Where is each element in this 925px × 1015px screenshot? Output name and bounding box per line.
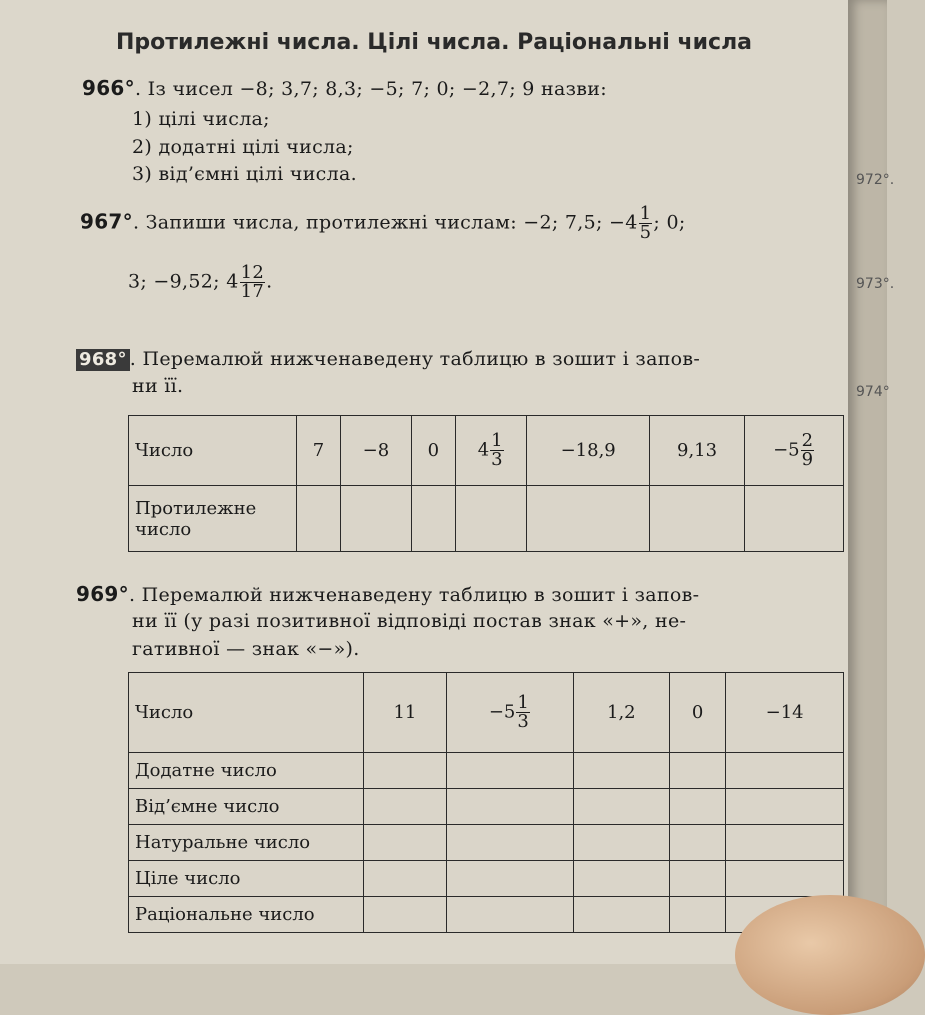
empty-cell — [364, 897, 447, 933]
table-cell: −14 — [726, 673, 844, 753]
empty-cell — [573, 753, 669, 789]
fraction-numerator: 12 — [240, 262, 265, 283]
empty-cell — [446, 825, 573, 861]
exercise-966-number: 966° — [82, 76, 135, 100]
table-row — [129, 416, 844, 486]
fraction-numerator: 1 — [491, 430, 503, 451]
margin-number: 973°. — [856, 276, 895, 292]
table-cell-mixed-4-1-3 — [455, 416, 527, 486]
exercise-969-line-1 — [76, 582, 699, 606]
table-cell: 0 — [411, 416, 455, 486]
empty-cell — [455, 486, 527, 552]
exercise-968-line-1 — [76, 348, 700, 371]
fraction-numerator: 1 — [517, 692, 529, 713]
empty-cell — [364, 825, 447, 861]
exercise-967-line-2 — [128, 264, 272, 301]
table-968 — [128, 415, 844, 552]
exercise-968-number: 968° — [76, 349, 130, 371]
empty-cell — [573, 861, 669, 897]
exercise-967-text-c: 3; −9,52; 4 — [128, 270, 239, 293]
empty-cell — [726, 825, 844, 861]
exercise-966-item-1: 1) цілі числа; — [132, 108, 270, 130]
exercise-969-text-3: гативної — знак «−»). — [132, 638, 360, 660]
empty-cell — [364, 753, 447, 789]
empty-cell — [669, 789, 725, 825]
table-row — [129, 753, 844, 789]
fraction-denominator: 9 — [801, 449, 814, 470]
exercise-967-text-d: . — [266, 270, 273, 293]
empty-cell — [669, 753, 725, 789]
row-label: Ціле число — [129, 861, 364, 897]
fraction-numerator: 1 — [639, 203, 652, 224]
table-969 — [128, 672, 844, 933]
table-cell: 1,2 — [573, 673, 669, 753]
fraction-denominator: 17 — [240, 281, 265, 302]
table-row — [129, 486, 844, 552]
exercise-968-text-1: . Перемалюй нижченаведену таблицю в зошит і запов- — [129, 348, 701, 370]
table-row — [129, 897, 844, 933]
exercise-968-text-2: ни її. — [132, 375, 184, 397]
exercise-967-number: 967° — [80, 209, 133, 234]
adjacent-page-edge — [848, 0, 895, 964]
table-cell-mixed-5-1-3 — [446, 673, 573, 753]
fraction-1-3 — [516, 694, 529, 731]
empty-cell — [726, 789, 844, 825]
empty-cell — [364, 861, 447, 897]
exercise-966-item-3: 3) від’ємні цілі числа. — [132, 163, 357, 185]
exercise-966 — [82, 76, 607, 100]
fraction-denominator: 5 — [639, 222, 652, 243]
empty-cell — [340, 486, 411, 552]
row-label-number: Число — [129, 416, 297, 486]
row-label: Додатне число — [129, 753, 364, 789]
exercise-967-line-1 — [80, 205, 686, 242]
empty-cell — [669, 861, 725, 897]
table-row — [129, 825, 844, 861]
table-cell: 7 — [297, 416, 341, 486]
mixed-whole: 4 — [477, 439, 490, 461]
table-row — [129, 789, 844, 825]
exercise-969-text-2: ни її (у разі позитивної відповіді постав знак «+», не- — [132, 610, 687, 632]
section-title: Протилежні числа. Цілі числа. Раціональні числа — [116, 30, 753, 55]
empty-cell — [297, 486, 341, 552]
empty-cell — [446, 897, 573, 933]
row-label-number: Число — [129, 673, 364, 753]
fraction-12-17 — [240, 264, 266, 301]
table-cell: 11 — [364, 673, 447, 753]
empty-cell — [411, 486, 455, 552]
row-label: Натуральне число — [129, 825, 364, 861]
table-cell-mixed-5-2-9 — [745, 416, 844, 486]
exercise-967-text-a: . Запиши числа, протилежні числам: −2; 7,5; −4 — [132, 211, 638, 234]
margin-number: 974° — [856, 384, 890, 400]
fraction-1-3 — [490, 432, 503, 469]
exercise-969-number: 969° — [76, 582, 129, 606]
empty-cell — [745, 486, 844, 552]
empty-cell — [446, 789, 573, 825]
empty-cell — [364, 789, 447, 825]
fraction-denominator: 3 — [517, 711, 529, 732]
empty-cell — [649, 486, 744, 552]
row-label-opposite: Протилежне число — [129, 486, 297, 552]
empty-cell — [573, 897, 669, 933]
fraction-numerator: 2 — [801, 430, 814, 451]
row-label: Від’ємне число — [129, 789, 364, 825]
table-row — [129, 673, 844, 753]
exercise-969-text-1: . Перемалюй нижченаведену таблицю в зошит і запов- — [128, 584, 700, 606]
table-row — [129, 861, 844, 897]
table-cell: 0 — [669, 673, 725, 753]
table-cell: −18,9 — [527, 416, 649, 486]
mixed-whole: −5 — [488, 701, 516, 723]
empty-cell — [573, 825, 669, 861]
row-label: Раціональне число — [129, 897, 364, 933]
table-cell: 9,13 — [649, 416, 744, 486]
empty-cell — [726, 861, 844, 897]
empty-cell — [669, 897, 725, 933]
exercise-966-item-2: 2) додатні цілі числа; — [132, 136, 354, 158]
table-cell: −8 — [340, 416, 411, 486]
empty-cell — [573, 789, 669, 825]
fraction-denominator: 3 — [491, 449, 503, 470]
empty-cell — [527, 486, 649, 552]
empty-cell — [726, 753, 844, 789]
exercise-967-text-b: ; 0; — [653, 211, 686, 234]
empty-cell — [669, 825, 725, 861]
mixed-whole: −5 — [773, 439, 800, 461]
fraction-1-5 — [639, 205, 653, 242]
exercise-966-text: . Із чисел −8; 3,7; 8,3; −5; 7; 0; −2,7; 9 назви: — [134, 78, 607, 100]
empty-cell — [446, 861, 573, 897]
finger-photo-artifact — [735, 895, 925, 1015]
fraction-2-9 — [801, 432, 814, 469]
margin-number: 972°. — [856, 172, 895, 188]
empty-cell — [446, 753, 573, 789]
